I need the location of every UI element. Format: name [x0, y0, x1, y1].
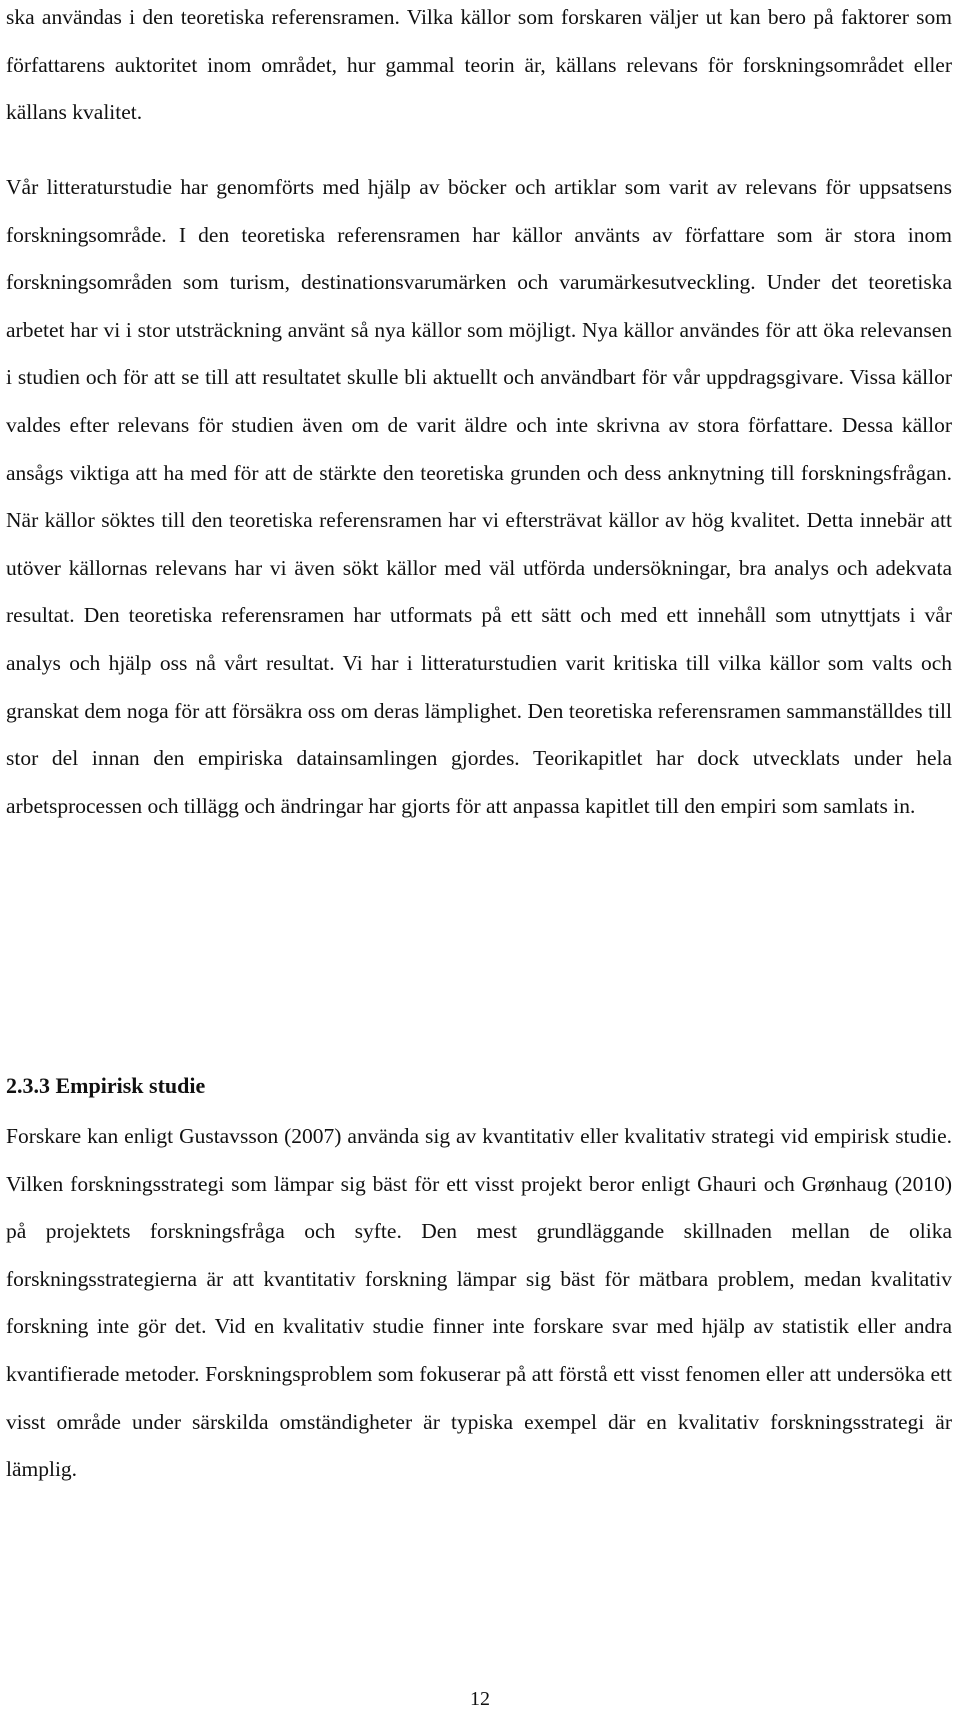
section-heading: 2.3.3 Empirisk studie	[6, 1073, 206, 1098]
body-paragraph: Vår litteraturstudie har genomförts med hjälp av böcker och artiklar som varit av relevans för uppsatsens forskningsområde. I den teoretiska referensramen har källor använts av författare som är stora inom forskningsområden som turism, destinationsvarumärken och varumärkesutveckling. Under det teoretiska arbetet har vi i stor utsträckning använt så nya källor som möjligt. Nya källor användes för att öka relevansen i studien och för att se till att resultatet skulle bli aktuellt och användbart för vår uppdragsgivare. Vissa källor valdes efter relevans för studien även om de varit äldre och inte skrivna av stora författare. Dessa källor ansågs viktiga att ha med för att de stärkte den teoretiska grunden och dess anknytning till forskningsfrågan. När källor söktes till den teoretiska referensramen har vi eftersträvat källor av hög kvalitet. Detta innebär att utöver källornas relevans har vi även sökt källor med väl utförda undersökningar, bra analys och adekvata resultat. Den teoretiska referensramen har utformats på ett sätt och med ett innehåll som utnyttjats i vår analys och hjälp oss nå vårt resultat. Vi har i litteraturstudien varit kritiska till vilka källor som valts och granskat dem noga för att försäkra oss om deras lämplighet. Den teoretiska referensramen sammanställdes till stor del innan den empiriska datainsamlingen gjordes. Teorikapitlet har dock utvecklats under hela arbetsprocessen och tillägg och ändringar har gjorts för att anpassa kapitlet till den empiri som samlats in.	[6, 175, 952, 818]
page-number: 12	[470, 1688, 490, 1710]
body-paragraph: ska användas i den teoretiska referensramen. Vilka källor som forskaren väljer ut kan bero på faktorer som författarens auktoritet inom området, hur gammal teorin är, källans relevans för forskningsområdet eller källans kvalitet.	[6, 5, 952, 125]
section-paragraph: Forskare kan enligt Gustavsson (2007) använda sig av kvantitativ eller kvalitativ strategi vid empirisk studie. Vilken forskningsstrategi som lämpar sig bäst för ett visst projekt beror enligt Ghauri och Grønhaug (2010) på projektets forskningsfråga och syfte. Den mest grundläggande skillnaden mellan de olika forskningsstrategierna är att kvantitativ forskning lämpar sig bäst för mätbara problem, medan kvalitativ forskning inte gör det. Vid en kvalitativ studie finner inte forskare svar med hjälp av statistik eller andra kvantifierade metoder. Forskningsproblem som fokuserar på att förstå ett visst fenomen eller att undersöka ett visst område under särskilda omständigheter är typiska exempel där en kvalitativ forskningsstrategi är lämplig.	[6, 1124, 952, 1482]
